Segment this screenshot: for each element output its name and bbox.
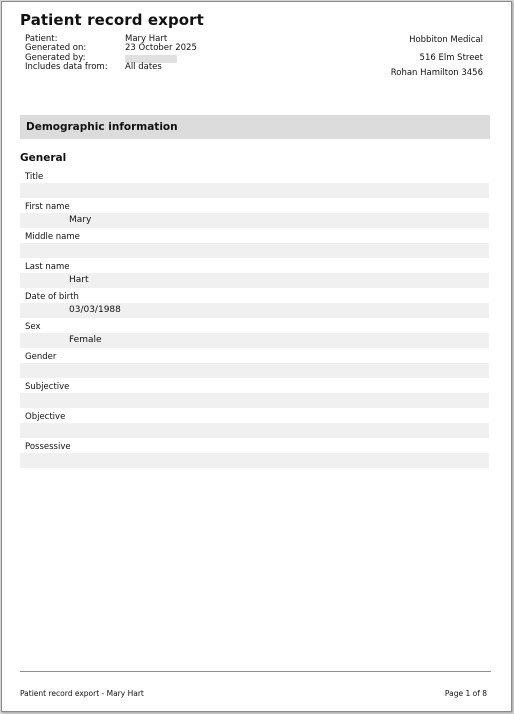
meta-row-includes-data [25, 63, 197, 72]
export-metadata [25, 35, 197, 72]
field-middle-name [20, 228, 490, 258]
field-label: Title [25, 172, 44, 182]
field-sex [20, 318, 490, 348]
field-label: Sex [25, 322, 41, 332]
field-last-name [20, 258, 490, 288]
field-value-box [20, 453, 489, 468]
field-label: Gender [25, 352, 57, 362]
field-label: Last name [25, 262, 70, 272]
field-subjective [20, 378, 490, 408]
field-value: Female [69, 335, 102, 345]
field-first-name [20, 198, 490, 228]
field-value: Hart [69, 275, 89, 285]
field-label: Middle name [25, 232, 80, 242]
field-value-box [20, 243, 489, 258]
field-value-box [20, 303, 489, 318]
field-label: Possessive [25, 442, 71, 452]
field-value-box [20, 273, 489, 288]
meta-value: 23 October 2025 [125, 43, 197, 54]
document-title: Patient record export [20, 11, 204, 29]
field-value: Mary [69, 215, 92, 225]
field-value-box [20, 333, 489, 348]
field-value-box [20, 183, 489, 198]
field-gender [20, 348, 490, 378]
meta-value: Mary Hart [125, 34, 168, 44]
footer-document-name: Patient record export - Mary Hart [20, 689, 144, 698]
footer-divider [20, 671, 491, 672]
meta-value: All dates [125, 61, 162, 72]
field-label: First name [25, 202, 70, 212]
meta-label: Includes data from: [25, 61, 108, 72]
field-value: 03/03/1988 [69, 305, 121, 315]
field-date-of-birth [20, 288, 490, 318]
clinic-street: 516 Elm Street [419, 53, 483, 63]
field-value-box [20, 213, 489, 228]
document-page [1, 1, 512, 712]
section-title: Demographic information [26, 121, 178, 133]
clinic-name: Hobbiton Medical [409, 35, 483, 45]
meta-label: Patient: [25, 34, 58, 44]
field-title [20, 168, 490, 198]
field-label: Objective [25, 412, 66, 422]
field-possessive [20, 438, 490, 468]
field-value-box [20, 393, 489, 408]
footer-page-number: Page 1 of 8 [444, 689, 487, 698]
field-value-box [20, 423, 489, 438]
demographic-fields [20, 168, 490, 468]
clinic-city: Rohan Hamilton 3456 [390, 68, 483, 78]
field-value-box [20, 363, 489, 378]
meta-label: Generated on: [25, 43, 87, 54]
field-label: Date of birth [25, 292, 79, 302]
subsection-title: General [20, 152, 67, 164]
meta-label: Generated by: [25, 52, 86, 63]
section-header [20, 115, 490, 139]
field-objective [20, 408, 490, 438]
field-label: Subjective [25, 382, 70, 392]
